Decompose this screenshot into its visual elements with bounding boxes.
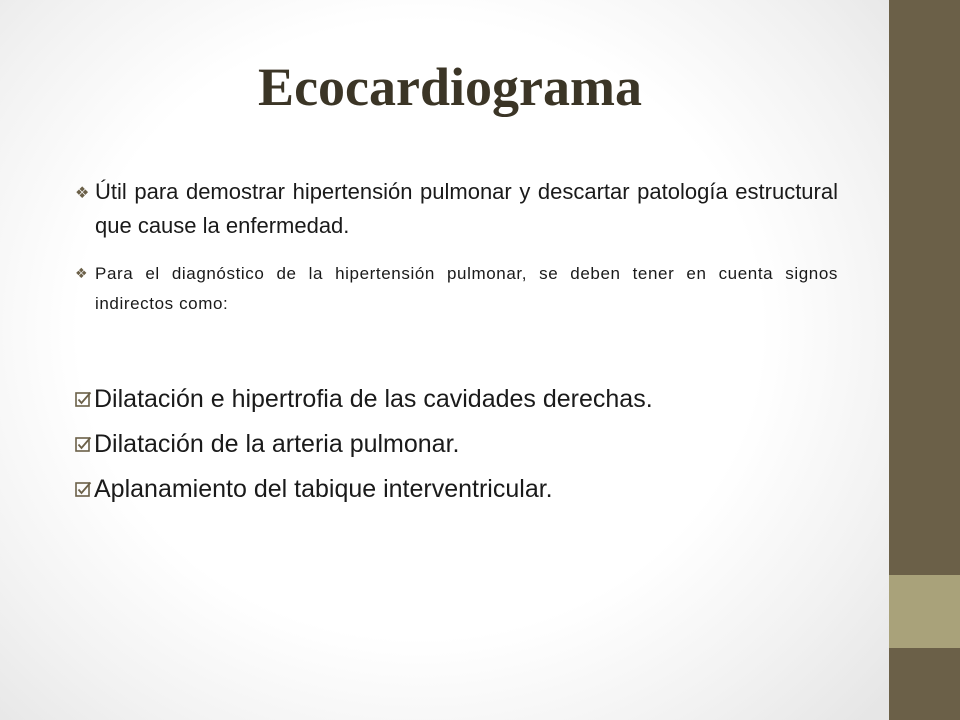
bullet-item <box>75 175 838 243</box>
bullet-text: Útil para demostrar hipertensión pulmonar y descartar patología estructural que cause la enfermedad. <box>95 179 838 238</box>
slide-title: Ecocardiograma <box>258 57 642 117</box>
checkbox-icon <box>75 481 92 498</box>
checklist-item <box>75 377 865 422</box>
diamond-bullet-icon: ❖ <box>75 183 90 202</box>
bullet-item <box>75 259 838 319</box>
sidebar-decoration-bottom <box>889 648 960 720</box>
checklist-item <box>75 467 865 512</box>
bullet-list <box>75 175 838 319</box>
checklist-text: Aplanamiento del tabique interventricular. <box>94 475 553 503</box>
checkbox-icon <box>75 436 92 453</box>
checklist <box>75 377 865 512</box>
diamond-bullet-icon: ❖ <box>75 266 89 282</box>
checklist-text: Dilatación e hipertrofia de las cavidades derechas. <box>94 385 653 413</box>
checklist-item <box>75 422 865 467</box>
bullet-text: Para el diagnóstico de la hipertensión pulmonar, se deben tener en cuenta signos indirectos como: <box>95 264 838 313</box>
sidebar-decoration-accent <box>889 575 960 648</box>
checkbox-icon <box>75 391 92 408</box>
checklist-text: Dilatación de la arteria pulmonar. <box>94 430 460 458</box>
